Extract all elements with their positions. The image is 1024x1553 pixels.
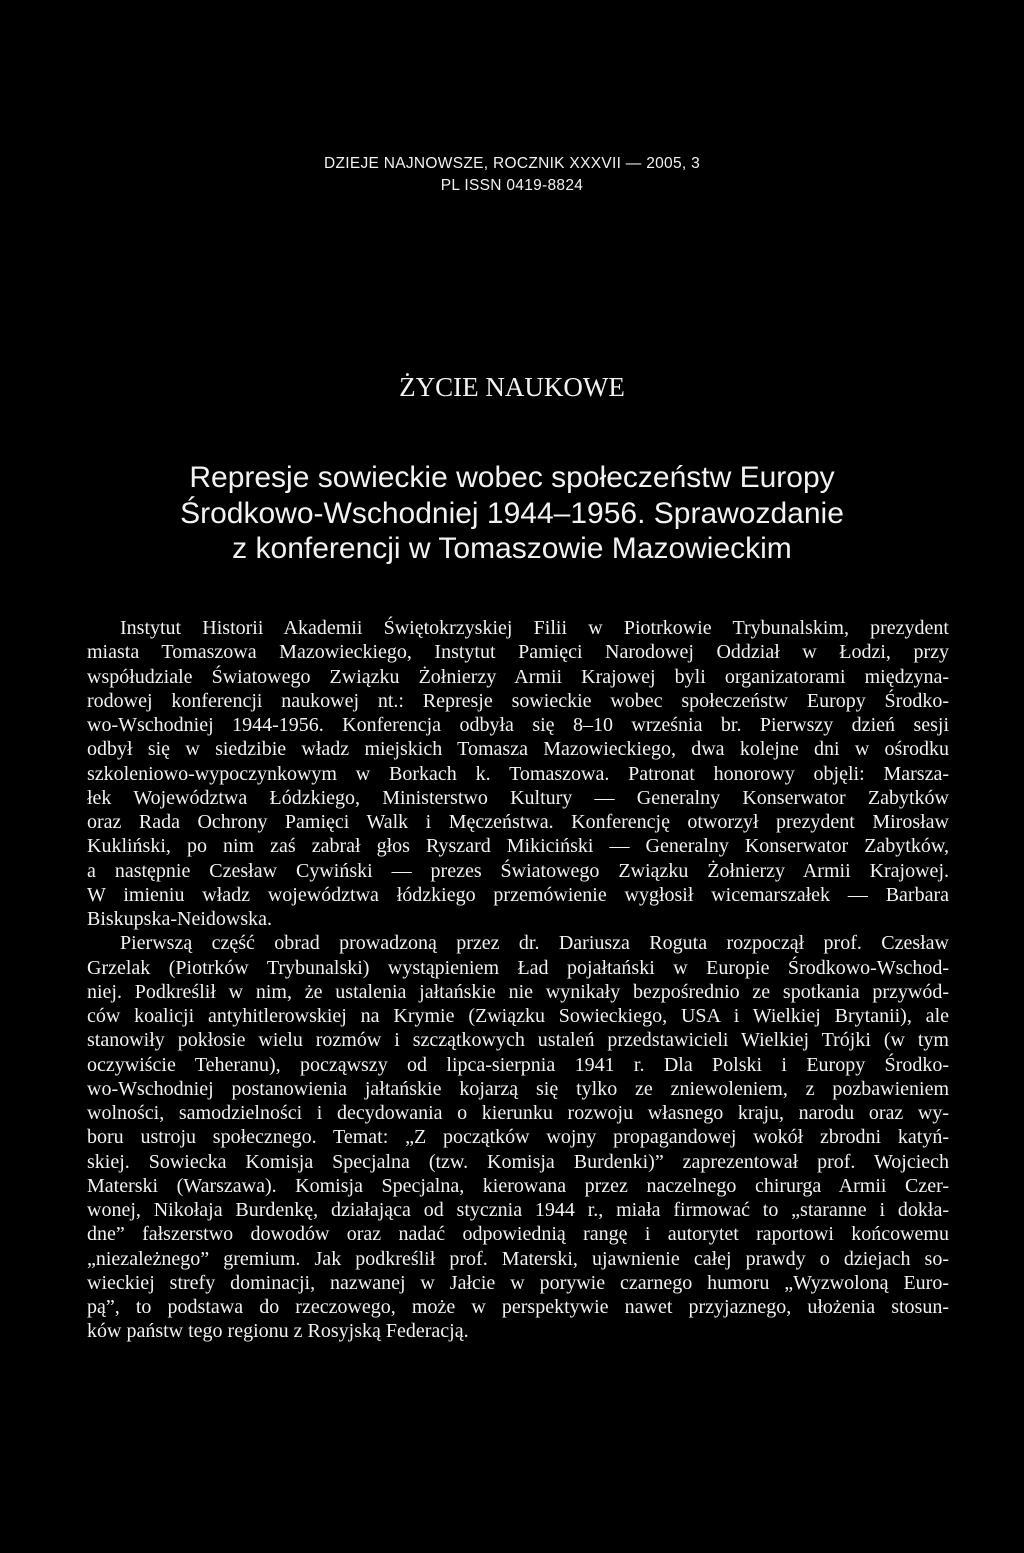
body-line: ców koalicji antyhitlerowskiej na Krymie (Związku Sowieckiego, USA i Wielkiej Brytanii), ale [87,1005,949,1027]
body-line: „niezależnego” gremium. Jak podkreślił prof. Materski, ujawnienie całej prawdy o dziejach so- [87,1247,949,1270]
body-line: skiej. Sowiecka Komisja Specjalna (tzw. Komisja Burdenki)” zaprezentował prof. Wojciech [87,1150,949,1173]
body-line: wieckiej strefy dominacji, nazwanej w Jałcie w porywie czarnego humoru „Wyzwoloną Euro- [87,1271,949,1294]
body-line: dne” fałszerstwo dowodów oraz nadać odpowiednią rangę i autorytet raportowi końcowemu [87,1223,949,1246]
body-line: szkoleniowo-wypoczynkowym w Borkach k. Tomaszowa. Patronat honorowy objęli: Marsza- [87,762,949,785]
body-line: łek Województwa Łódzkiego, Ministerstwo Kultury — Generalny Konserwator Zabytków [87,786,949,809]
body-line: oraz Rada Ochrony Pamięci Walk i Męczeństwa. Konferencję otworzył prezydent Mirosław [87,811,949,833]
article-title [0,460,1024,567]
body-line: Grzelak (Piotrków Trybunalski) wystąpieniem Ład pojałtański w Europie Środkowo-Wschod- [87,956,949,979]
body-line: odbył się w siedzibie władz miejskich Tomasza Mazowieckiego, dwa kolejne dni w ośrodku [87,738,949,761]
body-line: ków państw tego regionu z Rosyjską Federacją. [87,1320,469,1343]
article-title-line: Represje sowieckie wobec społeczeństw Europy [189,461,835,494]
body-line: wo-Wschodniej postanowienia jałtańskie kojarzą się tylko ze zniewoleniem, z pozbawieniem [87,1077,949,1100]
body-line: rodowej konferencji naukowej nt.: Represje sowieckie wobec społeczeństw Europy Środko- [87,689,949,712]
journal-name: DZIEJE NAJNOWSZE, ROCZNIK XXXVII — 2005, 3 [323,155,701,172]
article-title-line: Środkowo-Wschodniej 1944–1956. Sprawozdanie [180,496,844,530]
body-line: W imieniu władz województwa łódzkiego przemówienie wygłosił wicemarszałek — Barbara [87,883,949,906]
body-line: boru ustroju społecznego. Temat: „Z początków wojny propagandowej wokół zbrodni katyń- [87,1126,949,1149]
body-line: Materski (Warszawa). Komisja Specjalna, kierowana przez naczelnego chirurga Armii Czer- [87,1174,949,1197]
issn: PL ISSN 0419-8824 [440,177,584,194]
body-line: współudziale Światowego Związku Żołnierzy Armii Krajowej byli organizatorami międzyna- [87,665,949,688]
body-line: niej. Podkreślił w nim, że ustalenia jałtańskie nie wynikały bezpośrednio ze spotkania przywód- [87,980,949,1003]
journal-header [0,153,1024,197]
body-line: a następnie Czesław Cywiński — prezes Światowego Związku Żołnierzy Armii Krajowej. [87,859,949,882]
body-line: oczywiście Teheranu), począwszy od lipca-sierpnia 1941 r. Dla Polski i Europy Środko- [87,1053,949,1076]
article-body [87,616,949,1344]
body-line: wo-Wschodniej 1944-1956. Konferencja odbyła się 8–10 września br. Pierwszy dzień sesji [87,714,949,736]
body-line: Instytut Historii Akademii Świętokrzyskiej Filii w Piotrkowie Trybunalskim, prezydent [120,617,949,639]
body-line: Pierwszą część obrad prowadzoną przez dr. Dariusza Roguta rozpoczął prof. Czesław [120,932,949,955]
body-line: stanowiły pokłosie wielu rozmów i szczątkowych ustaleń przedstawicieli Wielkiej Trójki (w tym [87,1029,949,1052]
body-line: wolności, samodzielności i decydowania o kierunku rozwoju własnego kraju, narodu oraz wy- [87,1102,949,1124]
section-title: ŻYCIE NAUKOWE [399,372,625,402]
body-line: wonej, Nikołaja Burdenkę, działająca od stycznia 1944 r., miała firmować to „staranne i dokła- [87,1199,949,1221]
body-line: pą”, to podstawa do rzeczowego, może w perspektywie nawet przyjaznego, ułożenia stosun- [87,1296,949,1318]
body-line: Biskupska-Neidowska. [87,908,272,930]
body-line: miasta Tomaszowa Mazowieckiego, Instytut Pamięci Narodowej Oddział w Łodzi, przy [87,641,949,664]
article-title-line: z konferencji w Tomaszowie Mazowieckim [232,532,792,565]
body-line: Kukliński, po nim zaś zabrał głos Ryszard Mikiciński — Generalny Konserwator Zabytków, [87,835,949,858]
